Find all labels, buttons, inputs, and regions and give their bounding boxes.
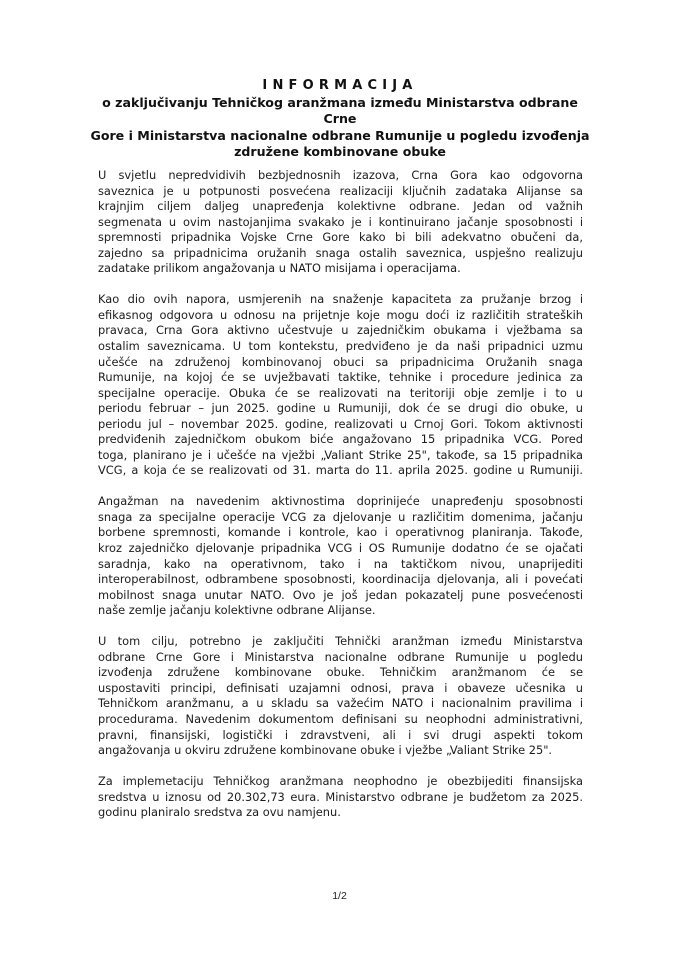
text-line: Rumunije, na kojoj će se uvježbavati taktike, tehnike i procedure jedinica za <box>98 370 583 385</box>
text-line: zajedno sa pripadnicima oružanih snaga ostalih saveznica, uspješno realizuju <box>98 245 583 260</box>
text-line: toga, planirano je i učešće na vježbi „Valiant Strike 25", takođe, sa 15 pripadnika <box>98 447 583 462</box>
paragraph-4 <box>98 634 583 758</box>
text-line: spremnosti pripadnika Vojske Crne Gore kako bi bili adekvatno obučeni da, <box>98 230 583 245</box>
document-subtitle-line: o zaključivanju Tehničkog aranžmana između Ministarstva odbrane Crne <box>102 94 578 126</box>
text-line: sredstva u iznosu od 20.302,73 eura. Ministarstvo odbrane je budžetom za 2025. <box>98 789 583 804</box>
paragraph-3 <box>98 494 583 618</box>
text-line: zadatake prilikom angažovanja u NATO misijama i operacijama. <box>98 261 461 276</box>
text-line: procedurama. Navedenim dokumentom definisani su neophodni administrativni, <box>98 712 583 726</box>
text-line: interoperabilnost, odbrambene sposobnosti, koordinacija djelovanja, ali i povećati <box>98 572 583 587</box>
paragraph-5 <box>98 774 583 821</box>
paragraph-1 <box>98 168 583 277</box>
text-line: Kao dio ovih napora, usmjerenih na snaženje kapaciteta za pružanje brzog i <box>98 292 583 307</box>
text-line: segmenata u ovim nastojanjima svakako je i kontinuirano jačanje sposobnosti i <box>98 214 583 229</box>
text-line: specijalne operacije. Obuka će se realizovati na teritoriji obje zemlje i to u <box>98 385 583 400</box>
text-line: VCG, a koja će se realizovati od 31. marta do 11. aprila 2025. godine u Rumuniji. <box>98 463 583 478</box>
text-line: ostalim saveznicama. U tom kontekstu, predviđeno je da naši pripadnici uzmu <box>98 338 583 353</box>
text-line: mobilnost snaga unutar NATO. Ovo je još jedan pokazatelj pune posvećenosti <box>98 587 583 602</box>
text-line: angažovanja u okviru združene kombinovane obuke i vježbe „Valiant Strike 25". <box>98 743 553 758</box>
text-line: godinu planiralo sredstva za ovu namjenu. <box>98 805 341 820</box>
text-line: Angažman na navedenim aktivnostima doprinijeće unapređenju sposobnosti <box>98 494 583 509</box>
text-line: Za implemetaciju Tehničkog aranžmana neophodno je obezbijediti finansijska <box>98 774 583 789</box>
text-line: pravni, finansijski, logistički i zdravstveni, ali i svi drugi aspekti tokom <box>98 727 583 742</box>
text-line: odbrane Crne Gore i Ministarstva nacionalne odbrane Rumunije u pogledu <box>98 649 583 664</box>
text-line: periodu jul – novembar 2025. godine, realizovati u Crnoj Gori. Tokom aktivnosti <box>98 416 583 431</box>
text-line: izvođenja združene kombinovane obuke. Tehničkim aranžmanom će se <box>98 665 583 680</box>
text-line: saradnja, kako na operativnom, tako i na taktičkom nivou, unaprijediti <box>98 556 583 571</box>
document-title: INFORMACIJA <box>262 78 418 93</box>
document-heading <box>90 78 590 161</box>
text-line: snaga za specijalne operacije VCG za djelovanje u različitim domenima, jačanju <box>98 509 583 524</box>
text-line: pravaca, Crna Gora aktivno učestvuje u zajedničkim obukama i vježbama sa <box>98 323 583 338</box>
text-line: uspostaviti principi, definisati uzajamni odnosi, prava i obaveze učesnika u <box>98 680 583 695</box>
paragraph-2 <box>98 292 583 479</box>
text-line: Tehničkom aranžmanu, a u skladu sa važećim NATO i nacionalnim pravilima i <box>98 696 583 711</box>
document-subtitle-line: Gore i Ministarstva nacionalne odbrane Rumunije u pogledu izvođenja <box>90 127 590 143</box>
text-line: predviđenih zajedničkom obukom biće angažovano 15 pripadnika VCG. Pored <box>98 432 583 447</box>
text-line: naše zemlje jačanju kolektivne odbrane Alijanse. <box>98 603 376 618</box>
text-line: borbene spremnosti, komande i kontrole, kao i operativnog planiranja. Takođe, <box>98 525 583 540</box>
text-line: efikasnog odgovora u odnosu na prijetnje koje mogu doći iz različitih strateških <box>98 307 583 322</box>
text-line: učešće na združenoj kombinovanoj obuci sa pripadnicima Oružanih snaga <box>98 354 583 369</box>
page-number: 1/2 <box>332 890 347 902</box>
document-body <box>98 168 583 836</box>
text-line: U svjetlu nepredvidivih bezbjednosnih izazova, Crna Gora kao odgovorna <box>98 168 583 182</box>
text-line: U tom cilju, potrebno je zaključiti Tehnički aranžman između Ministarstva <box>98 634 583 649</box>
text-line: kroz zajedničko djelovanje pripadnika VCG i OS Rumunije dodatno će se ojačati <box>98 541 583 556</box>
text-line: saveznica je u potpunosti posvećena realizaciji ključnih zadataka Alijanse sa <box>98 183 583 198</box>
text-line: periodu februar – jun 2025. godine u Rumuniji, dok će se drugi dio obuke, u <box>98 401 583 416</box>
document-subtitle-line: združene kombinovane obuke <box>234 144 446 159</box>
text-line: krajnjim ciljem daljeg unapređenja kolektivne odbrane. Jedan od važnih <box>98 199 583 214</box>
